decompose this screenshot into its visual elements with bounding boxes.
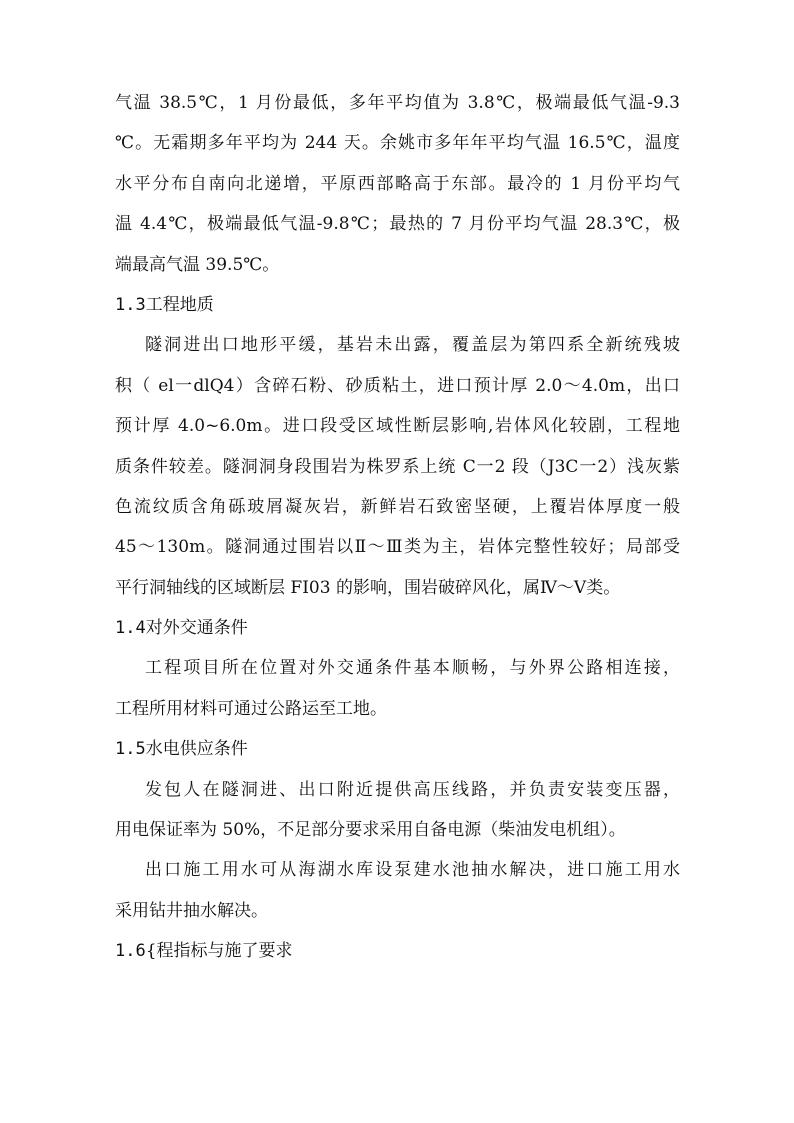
section-heading-1-6 (115, 941, 680, 962)
section-title: 对外交通条件 (145, 618, 248, 639)
section-number: 1.6 (115, 941, 146, 962)
text-line: 积（ el一dlQ4）含碎石粉、砂质粘土，进口预计厚 2.0～4.0m，出口 (115, 375, 680, 396)
text-line: 色流纹质含角砾玻屑凝灰岩，新鲜岩石致密坚硬，上覆岩体厚度一般 (115, 496, 680, 517)
text-line: 发包人在隧洞进、出口附近提供高压线路，并负责安装变压器， (145, 779, 680, 800)
text-line: 隧洞进出口地形平缓，基岩未出露，覆盖层为第四系全新统残坡 (145, 335, 680, 356)
text-line: 45～130m。隧洞通过围岩以Ⅱ～Ⅲ类为主，岩体完整性较好；局部受 (115, 537, 680, 558)
text-line: 工程所用材料可通过公路运至工地。 (115, 698, 387, 719)
section-title: {程指标与施了要求 (145, 941, 293, 962)
text-line: 用电保证率为 50%，不足部分要求采用自备电源（柴油发电机组）。 (115, 820, 626, 841)
text-line: ℃。无霜期多年平均为 244 天。余姚市多年年平均气温 16.5℃，温度 (115, 133, 680, 154)
section-title: 水电供应条件 (145, 739, 248, 760)
section-heading-1-3 (115, 295, 680, 316)
text-line: 工程项目所在位置对外交通条件基本顺畅，与外界公路相连接， (145, 658, 680, 679)
text-line: 出口施工用水可从海湖水库设泵建水池抽水解决，进口施工用水 (145, 860, 680, 881)
text-line: 预计厚 4.0~6.0m。进口段受区域性断层影响,岩体风化较剧，工程地 (115, 416, 680, 437)
section-number: 1.5 (115, 739, 146, 760)
section-number: 1.4 (115, 618, 146, 639)
text-line: 采用钻井抽水解决。 (115, 900, 268, 921)
text-line: 水平分布自南向北递增，平原西部略高于东部。最冷的 1 月份平均气 (115, 173, 680, 194)
section-title: 工程地质 (145, 294, 214, 315)
document-page (115, 93, 680, 982)
section-heading-1-5 (115, 739, 680, 760)
text-line: 平行洞轴线的区域断层 FI03 的影响，围岩破碎风化，属Ⅳ～Ⅴ类。 (115, 577, 621, 598)
text-line: 气温 38.5℃，1 月份最低，多年平均值为 3.8℃，极端最低气温-9.3 (115, 93, 680, 113)
text-line: 温 4.4℃，极端最低气温-9.8℃；最热的 7 月份平均气温 28.3℃，极 (115, 214, 680, 235)
section-number: 1.3 (115, 294, 146, 315)
text-line: 端最高气温 39.5℃。 (115, 254, 280, 275)
section-heading-1-4 (115, 618, 680, 639)
text-line: 质条件较差。隧洞洞身段围岩为株罗系上统 C一2 段（J3C一2）浅灰紫 (115, 456, 680, 477)
